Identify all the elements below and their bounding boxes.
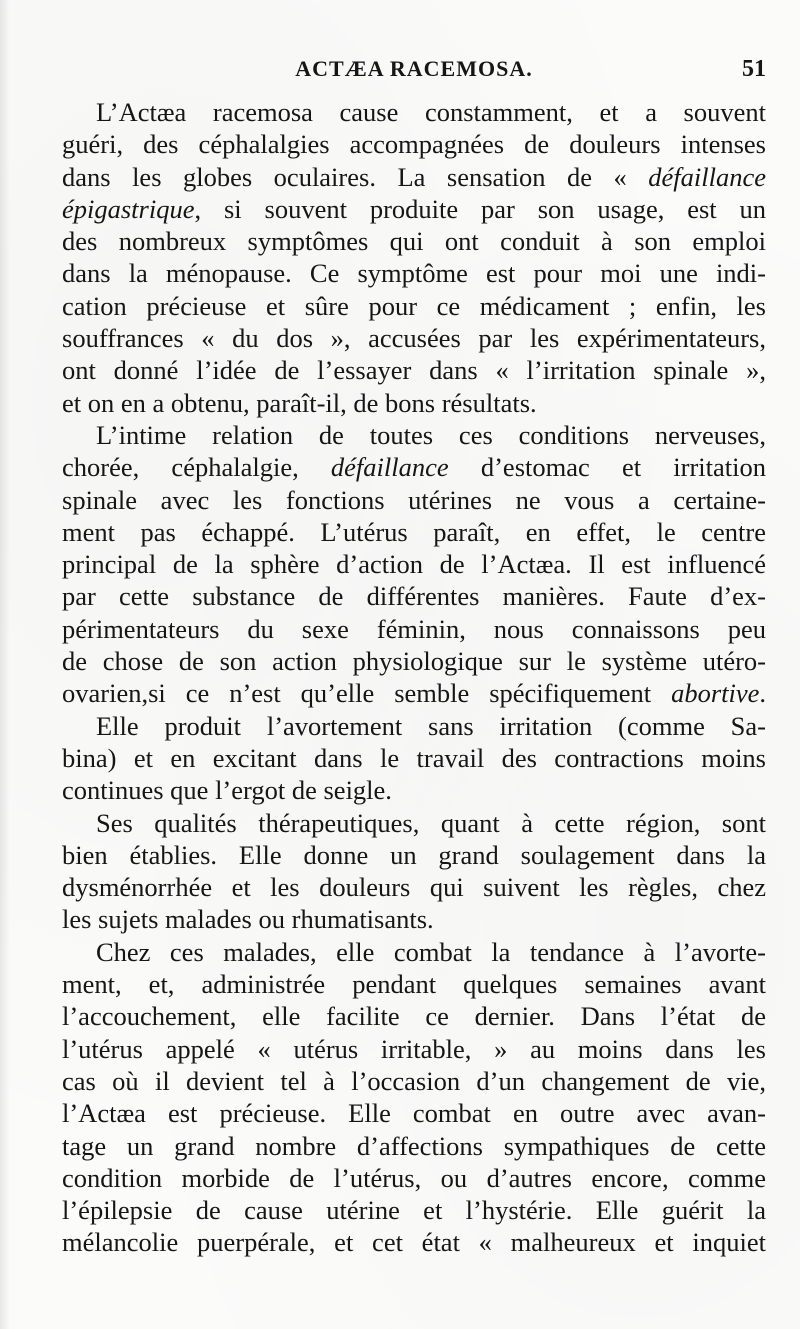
page-header — [62, 56, 766, 90]
text-line: tage un grand nombre d’affections sympathiques de cette — [62, 1130, 766, 1161]
text-line: Ses qualités thérapeutiques, quant à cette région, sont — [96, 807, 766, 838]
page-gutter-shadow — [0, 0, 10, 1329]
text-line: et on en a obtenu, paraît-il, de bons résultats. — [62, 387, 537, 418]
text-line: épigastrique, si souvent produite par son usage, est un — [62, 193, 766, 224]
text-line: chorée, céphalalgie, défaillance d’estomac et irritation — [62, 452, 766, 483]
text-line: spinale avec les fonctions utérines ne vous a certaine- — [62, 484, 766, 515]
text-line: de chose de son action physiologique sur le système utéro- — [62, 646, 766, 677]
text-line: souffrances « du dos », accusées par les expérimentateurs, — [62, 323, 766, 354]
text-line: les sujets malades ou rhumatisants. — [62, 904, 434, 935]
text-line: mélancolie puerpérale, et cet état « malheureux et inquiet — [62, 1227, 766, 1258]
paragraph — [62, 936, 766, 1259]
text-line: principal de la sphère d’action de l’Actæa. Il est influencé — [62, 549, 766, 580]
text-line: cation précieuse et sûre pour ce médicament ; enfin, les — [62, 290, 766, 321]
paragraph — [62, 419, 766, 710]
running-head: ACTÆA RACEMOSA. — [295, 56, 533, 81]
text-line: ment, et, administrée pendant quelques semaines avant — [62, 969, 766, 1000]
text-line: des nombreux symptômes qui ont conduit à son emploi — [62, 226, 766, 257]
text-line: condition morbide de l’utérus, ou d’autres encore, comme — [62, 1162, 766, 1193]
text-line: par cette substance de différentes manières. Faute d’ex- — [62, 581, 766, 612]
text-line: dysménorrhée et les douleurs qui suivent les règles, chez — [62, 872, 766, 903]
text-line: l’utérus appelé « utérus irritable, » au moins dans les — [62, 1033, 766, 1064]
text-line: continues que l’ergot de seigle. — [62, 775, 392, 806]
paragraph — [62, 710, 766, 807]
text-line: l’Actæa est précieuse. Elle combat en outre avec avan- — [62, 1098, 766, 1129]
text-line: L’Actæa racemosa cause constamment, et a souvent — [96, 97, 766, 127]
text-line: ont donné l’idée de l’essayer dans « l’irritation spinale », — [62, 355, 766, 386]
text-line: bina) et en excitant dans le travail des contractions moins — [62, 742, 766, 773]
text-line: Elle produit l’avortement sans irritation (comme Sa- — [96, 710, 766, 741]
text-line: L’intime relation de toutes ces conditions nerveuses, — [96, 419, 766, 450]
text-line: ment pas échappé. L’utérus paraît, en effet, le centre — [62, 516, 766, 547]
text-line: l’épilepsie de cause utérine et l’hystérie. Elle guérit la — [62, 1195, 766, 1226]
text-line: guéri, des céphalalgies accompagnées de douleurs intenses — [62, 129, 766, 160]
text-line: bien établies. Elle donne un grand soulagement dans la — [62, 839, 766, 870]
page-number: 51 — [742, 56, 766, 82]
text-line: cas où il devient tel à l’occasion d’un changement de vie, — [62, 1065, 766, 1096]
text-line: l’accouchement, elle facilite ce dernier. Dans l’état de — [62, 1001, 766, 1032]
text-line: périmentateurs du sexe féminin, nous connaissons peu — [62, 613, 766, 644]
body-text — [62, 96, 766, 1259]
paragraph — [62, 96, 766, 419]
text-line: ovarien,si ce n’est qu’elle semble spécifiquement abortive. — [62, 678, 766, 709]
text-line: dans la ménopause. Ce symptôme est pour moi une indi- — [62, 258, 766, 289]
text-line: Chez ces malades, elle combat la tendance à l’avorte- — [96, 936, 766, 967]
text-line: dans les globes oculaires. La sensation de « défaillance — [62, 161, 766, 192]
paragraph — [62, 807, 766, 936]
